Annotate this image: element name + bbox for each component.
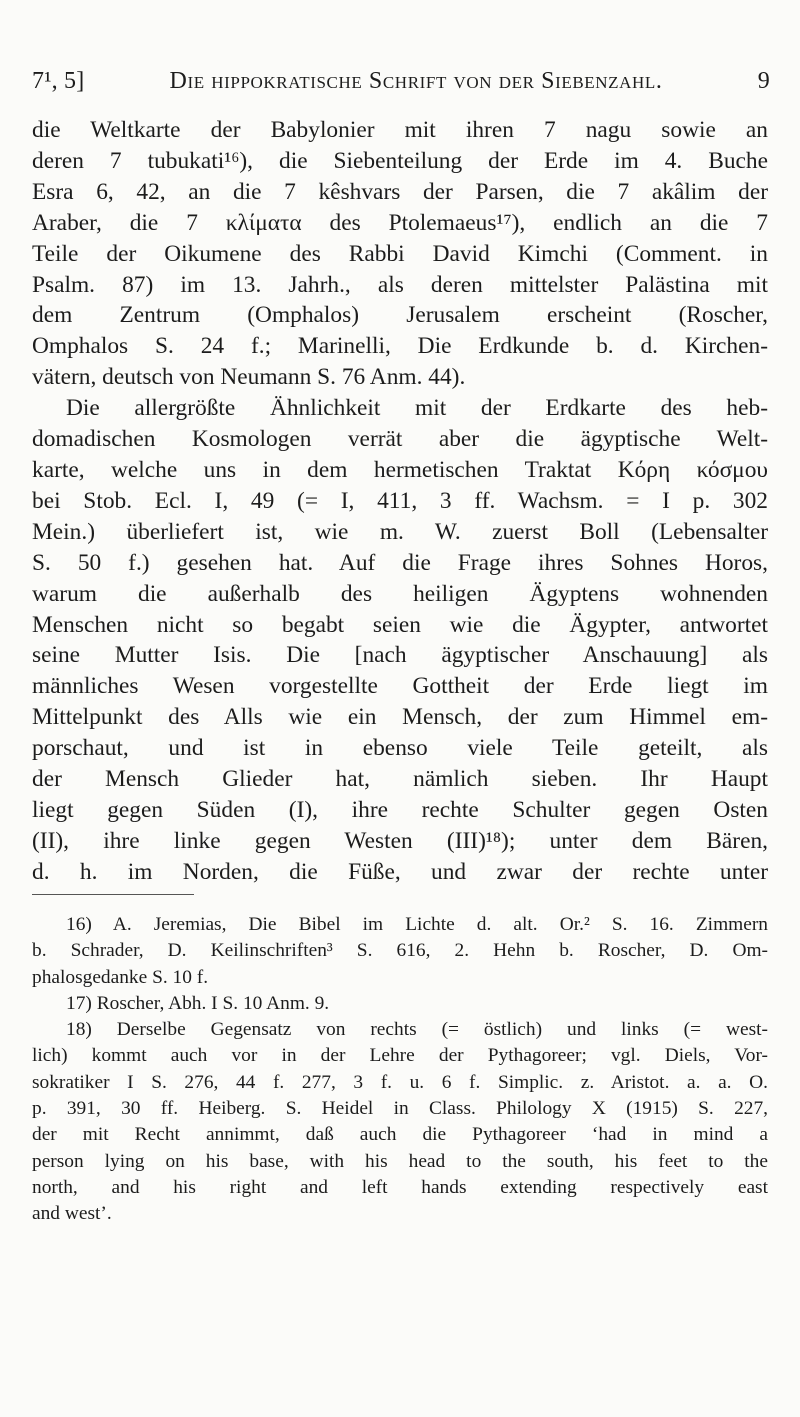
text-line: seine Mutter Isis. Die [nach ägyptischer Anschauung] als xyxy=(32,642,768,669)
text-line: dem Zentrum (Omphalos) Jerusalem erscheint (Roscher, xyxy=(32,302,768,329)
page-number: 9 xyxy=(757,68,770,94)
footnote-line: der mit Recht annimmt, daß auch die Pythagoreer ‘had in mind a xyxy=(32,1124,768,1146)
text-line: Mein.) überliefert ist, wie m. W. zuerst Boll (Lebensalter xyxy=(32,518,768,545)
text-line: (II), ihre linke gegen Westen (III)¹⁸); unter dem Bären, xyxy=(32,827,768,854)
footnote-line: b. Schrader, D. Keilinschriften³ S. 616, 2. Hehn b. Roscher, D. Om- xyxy=(32,940,768,962)
main-text xyxy=(32,115,768,888)
text-line: Menschen nicht so begabt seien wie die Ägypter, antwortet xyxy=(32,611,768,638)
text-line: domadischen Kosmologen verrät aber die ägyptische Welt- xyxy=(32,426,768,453)
footnote-line: 16) A. Jeremias, Die Bibel im Lichte d. alt. Or.² S. 16. Zimmern xyxy=(66,914,768,935)
text-line: karte, welche uns in dem hermetischen Traktat Κόρη κόσμου xyxy=(32,456,768,483)
footnote-line: lich) kommt auch vor in der Lehre der Pythagoreer; vgl. Diels, Vor- xyxy=(32,1045,768,1067)
text-line: Mittelpunkt des Alls wie ein Mensch, der zum Himmel em- xyxy=(32,704,768,731)
text-line: vätern, deutsch von Neumann S. 76 Anm. 44). xyxy=(32,364,466,391)
section-reference: 7¹, 5] xyxy=(32,68,85,94)
footnote-line: 17) Roscher, Abh. I S. 10 Anm. 9. xyxy=(66,992,330,1014)
text-line: warum die außerhalb des heiligen Ägyptens wohnenden xyxy=(32,580,768,607)
footnotes xyxy=(32,912,768,1228)
text-line: Esra 6, 42, an die 7 kêshvars der Parsen, die 7 akâlim der xyxy=(32,178,768,205)
footnote-line: sokratiker I S. 276, 44 f. 277, 3 f. u. 6 f. Simplic. z. Aristot. a. a. O. xyxy=(32,1071,768,1093)
text-line: bei Stob. Ecl. I, 49 (= I, 411, 3 ff. Wachsm. = I p. 302 xyxy=(32,487,768,514)
text-line: Die allergrößte Ähnlichkeit mit der Erdkarte des heb- xyxy=(66,395,768,422)
text-line: S. 50 f.) gesehen hat. Auf die Frage ihres Sohnes Horos, xyxy=(32,549,768,576)
text-line: porschaut, und ist in ebenso viele Teile geteilt, als xyxy=(32,735,768,762)
footnote-line: and west’. xyxy=(32,1203,112,1225)
text-line: Psalm. 87) im 13. Jahrh., als deren mittelster Palästina mit xyxy=(32,271,768,298)
footnote-line: phalosgedanke S. 10 f. xyxy=(32,966,209,988)
text-line: die Weltkarte der Babylonier mit ihren 7 nagu sowie an xyxy=(32,117,768,143)
footnote-line: north, and his right and left hands extending respectively east xyxy=(32,1176,768,1198)
text-line: d. h. im Norden, die Füße, und zwar der rechte unter xyxy=(32,858,768,885)
text-line: Teile der Oikumene des Rabbi David Kimchi (Comment. in xyxy=(32,240,768,267)
text-line: liegt gegen Süden (I), ihre rechte Schulter gegen Osten xyxy=(32,796,768,823)
text-line: männliches Wesen vorgestellte Gottheit der Erde liegt im xyxy=(32,673,768,700)
text-line: der Mensch Glieder hat, nämlich sieben. Ihr Haupt xyxy=(32,766,768,793)
text-line: Omphalos S. 24 f.; Marinelli, Die Erdkunde b. d. Kirchen- xyxy=(32,333,768,360)
footnote-line: person lying on his base, with his head to the south, his feet to the xyxy=(32,1150,768,1172)
footnote-line: p. 391, 30 ff. Heiberg. S. Heidel in Class. Philology X (1915) S. 227, xyxy=(32,1098,768,1120)
footnote-line: 18) Derselbe Gegensatz von rechts (= östlich) und links (= west- xyxy=(66,1019,768,1041)
text-line: deren 7 tubukati¹⁶), die Siebenteilung der Erde im 4. Buche xyxy=(32,147,768,174)
text-line: Araber, die 7 κλίματα des Ptolemaeus¹⁷), endlich an die 7 xyxy=(32,209,768,236)
running-header xyxy=(32,68,770,95)
running-title: Die hippokratische Schrift von der Siebenzahl. xyxy=(169,68,663,94)
footnote-separator xyxy=(32,894,194,895)
